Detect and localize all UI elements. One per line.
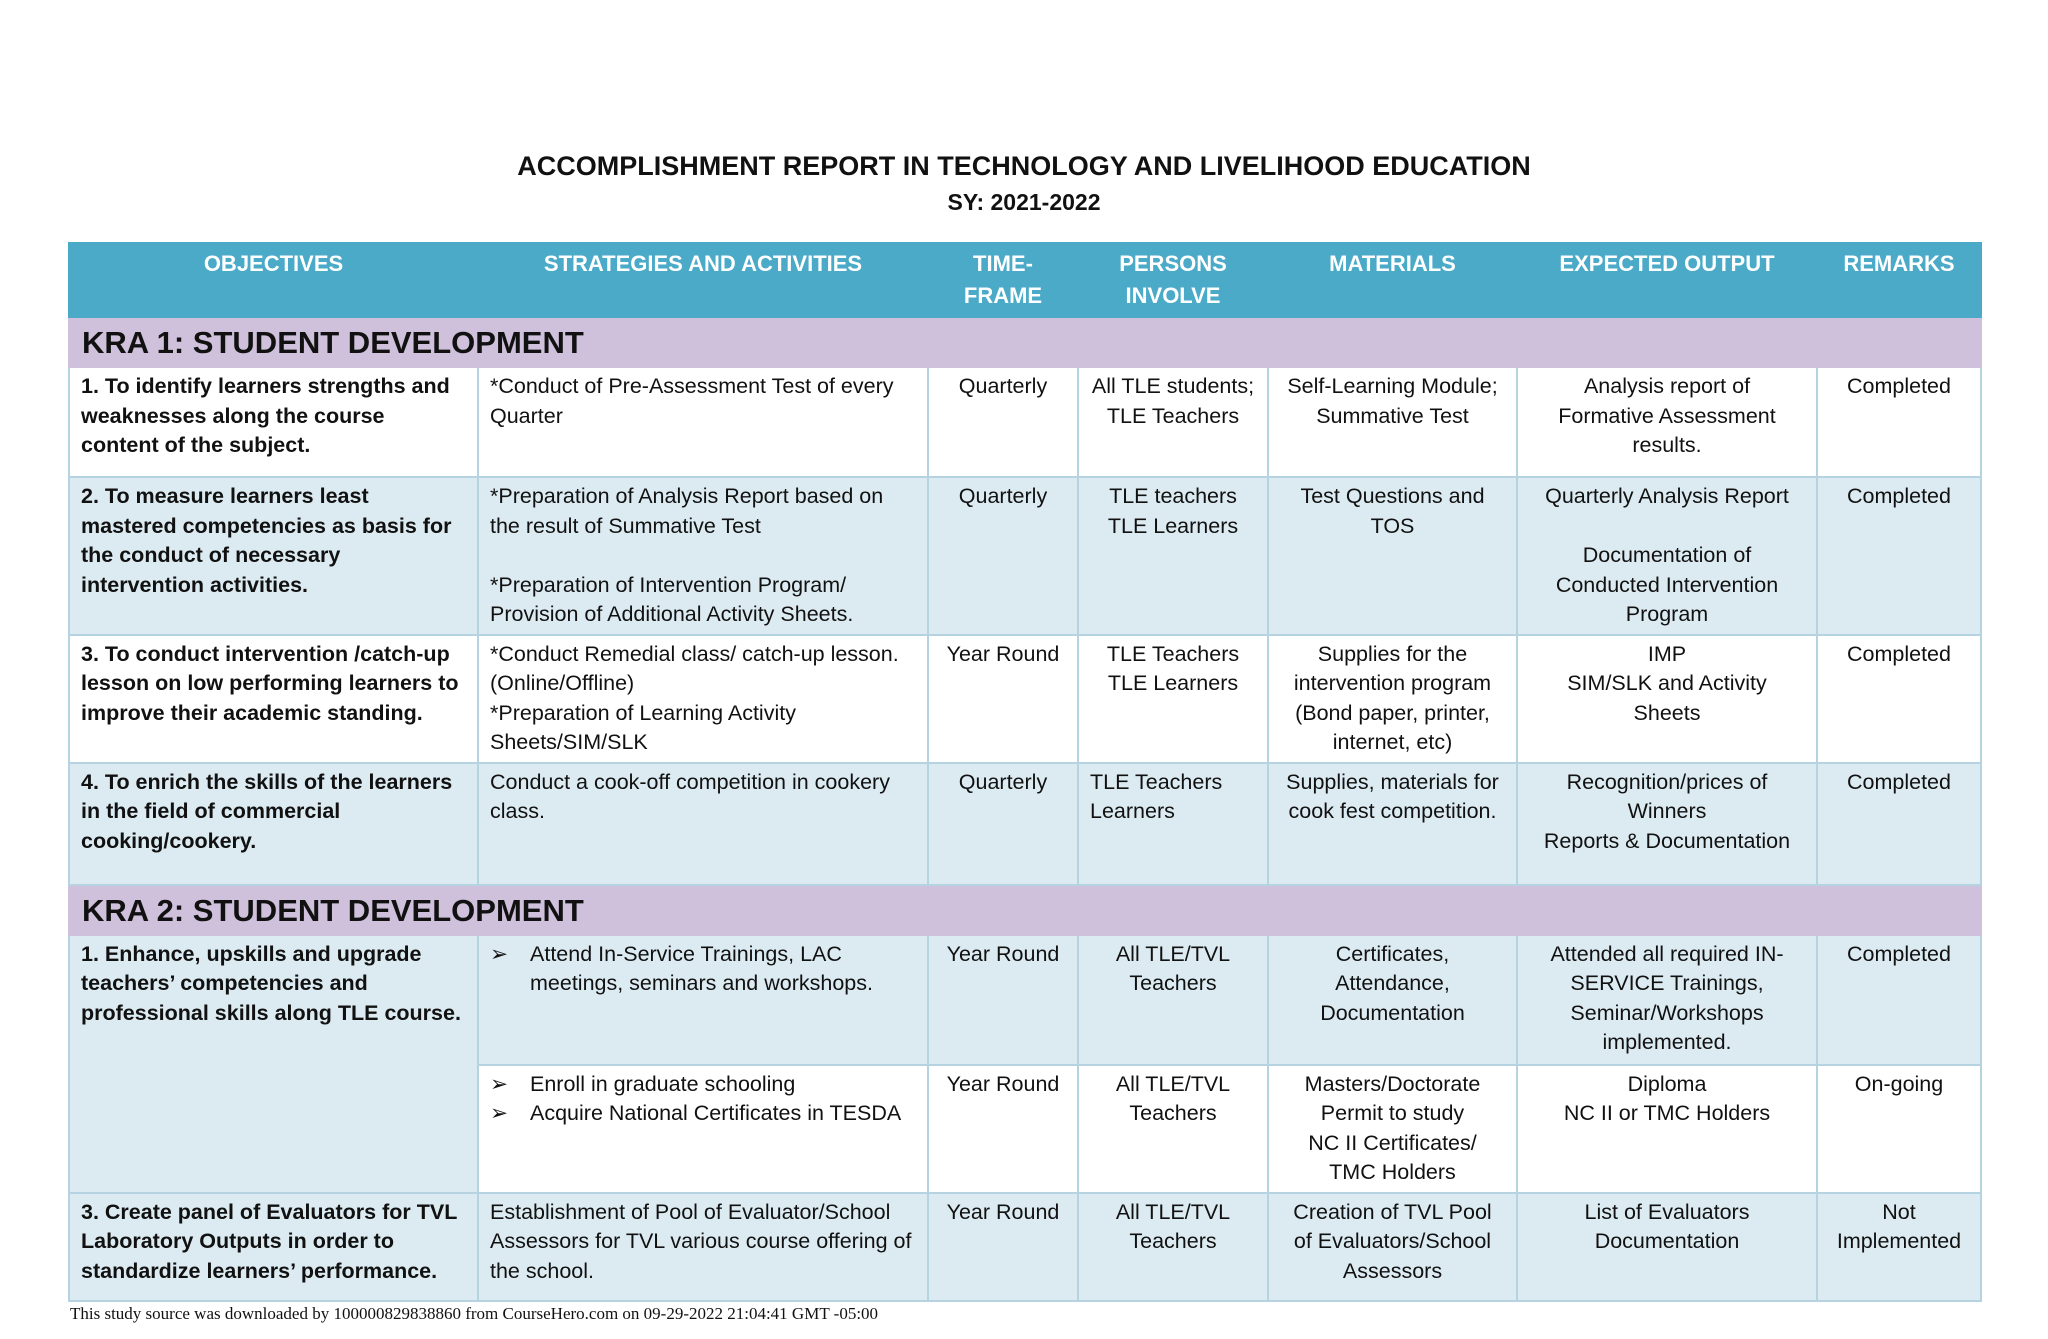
header-materials: MATERIALS	[1268, 243, 1517, 317]
table-row	[69, 763, 1981, 885]
output-cell: IMP SIM/SLK and Activity Sheets	[1517, 635, 1817, 763]
remarks-cell: On-going	[1817, 1065, 1981, 1193]
school-year: SY: 2021-2022	[947, 189, 1101, 215]
remarks-cell: Completed	[1817, 763, 1981, 885]
timeframe-cell: Year Round	[928, 1065, 1078, 1193]
accomplishment-table	[68, 242, 1982, 1302]
download-notice: This study source was downloaded by 100000829838860 from CourseHero.com on 09-29-2022 21:04:41 GMT -05:00	[70, 1304, 879, 1323]
strategy-list	[490, 1070, 916, 1129]
output-cell: List of Evaluators Documentation	[1517, 1193, 1817, 1301]
list-item	[490, 1099, 916, 1129]
materials-cell: Supplies, materials for cook fest competition.	[1268, 763, 1517, 885]
output-cell: Recognition/prices of Winners Reports & Documentation	[1517, 763, 1817, 885]
objective-cell: 3. Create panel of Evaluators for TVL Laboratory Outputs in order to standardize learners’ performance.	[69, 1193, 478, 1301]
arrow-bullet-icon: ➢	[490, 1101, 509, 1125]
header-objectives: OBJECTIVES	[69, 243, 478, 317]
persons-cell: TLE Teachers Learners	[1078, 763, 1268, 885]
materials-cell: Certificates, Attendance, Documentation	[1268, 935, 1517, 1065]
header-persons: PERSONS INVOLVE	[1078, 243, 1268, 317]
strategies-cell	[478, 935, 928, 1065]
list-item	[490, 1070, 916, 1100]
timeframe-cell: Quarterly	[928, 367, 1078, 477]
objective-cell: 1. Enhance, upskills and upgrade teachers’ competencies and professional skills along TLE course.	[69, 935, 478, 1193]
persons-cell: TLE Teachers TLE Learners	[1078, 635, 1268, 763]
table-row	[69, 1193, 1981, 1301]
timeframe-cell: Quarterly	[928, 477, 1078, 635]
header-timeframe: TIME- FRAME	[928, 243, 1078, 317]
strategies-cell: *Preparation of Analysis Report based on the result of Summative Test *Preparation of Intervention Program/ Provision of Additional Activity Sheets.	[478, 477, 928, 635]
persons-cell: All TLE/TVL Teachers	[1078, 1065, 1268, 1193]
materials-cell: Supplies for the intervention program (Bond paper, printer, internet, etc)	[1268, 635, 1517, 763]
materials-cell: Test Questions and TOS	[1268, 477, 1517, 635]
remarks-cell: Completed	[1817, 935, 1981, 1065]
kra1-title: KRA 1: STUDENT DEVELOPMENT	[69, 317, 1981, 367]
kra2-header-row	[69, 885, 1981, 935]
arrow-bullet-icon: ➢	[490, 941, 509, 966]
table-row	[69, 367, 1981, 477]
materials-cell: Self-Learning Module; Summative Test	[1268, 367, 1517, 477]
remarks-cell: Completed	[1817, 367, 1981, 477]
table-row	[69, 477, 1981, 635]
output-cell: Analysis report of Formative Assessment results.	[1517, 367, 1817, 477]
remarks-cell: Completed	[1817, 635, 1981, 763]
objective-cell: 3. To conduct intervention /catch-up lesson on low performing learners to improve their academic standing.	[69, 635, 478, 763]
output-cell: Quarterly Analysis Report Documentation of Conducted Intervention Program	[1517, 477, 1817, 635]
arrow-bullet-icon: ➢	[490, 1071, 509, 1096]
strategies-cell: Conduct a cook-off competition in cookery class.	[478, 763, 928, 885]
table-row	[69, 635, 1981, 763]
report-title: ACCOMPLISHMENT REPORT IN TECHNOLOGY AND LIVELIHOOD EDUCATION	[517, 151, 1531, 181]
timeframe-cell: Year Round	[928, 935, 1078, 1065]
persons-cell: TLE teachers TLE Learners	[1078, 477, 1268, 635]
persons-cell: All TLE/TVL Teachers	[1078, 935, 1268, 1065]
objective-cell: 1. To identify learners strengths and weaknesses along the course content of the subject.	[69, 367, 478, 477]
timeframe-cell: Quarterly	[928, 763, 1078, 885]
header-strategies: STRATEGIES AND ACTIVITIES	[478, 243, 928, 317]
timeframe-cell: Year Round	[928, 1193, 1078, 1301]
remarks-cell: Completed	[1817, 477, 1981, 635]
kra1-header-row	[69, 317, 1981, 367]
list-item-text: Enroll in graduate schooling	[530, 1071, 796, 1096]
header-remarks: REMARKS	[1817, 243, 1981, 317]
table-row	[69, 935, 1981, 1065]
remarks-cell: Not Implemented	[1817, 1193, 1981, 1301]
output-cell: Attended all required IN- SERVICE Trainings, Seminar/Workshops implemented.	[1517, 935, 1817, 1065]
header-output: EXPECTED OUTPUT	[1517, 243, 1817, 317]
strategy-list	[490, 940, 916, 999]
list-item-text: Acquire National Certificates in TESDA	[530, 1101, 902, 1125]
materials-cell: Creation of TVL Pool of Evaluators/School Assessors	[1268, 1193, 1517, 1301]
list-item-text: Attend In-Service Trainings, LAC meetings, seminars and workshops.	[530, 941, 873, 995]
objective-cell: 4. To enrich the skills of the learners in the field of commercial cooking/cookery.	[69, 763, 478, 885]
objective-cell: 2. To measure learners least mastered competencies as basis for the conduct of necessary intervention activities.	[69, 477, 478, 635]
strategies-cell: *Conduct Remedial class/ catch-up lesson. (Online/Offline) *Preparation of Learning Activity Sheets/SIM/SLK	[478, 635, 928, 763]
list-item	[490, 940, 916, 999]
persons-cell: All TLE/TVL Teachers	[1078, 1193, 1268, 1301]
strategies-cell	[478, 1065, 928, 1193]
timeframe-cell: Year Round	[928, 635, 1078, 763]
strategies-cell: Establishment of Pool of Evaluator/School Assessors for TVL various course offering of the school.	[478, 1193, 928, 1301]
strategies-cell: *Conduct of Pre-Assessment Test of every Quarter	[478, 367, 928, 477]
materials-cell: Masters/Doctorate Permit to study NC II Certificates/ TMC Holders	[1268, 1065, 1517, 1193]
kra2-title: KRA 2: STUDENT DEVELOPMENT	[69, 885, 1981, 935]
persons-cell: All TLE students; TLE Teachers	[1078, 367, 1268, 477]
header-row	[69, 243, 1981, 317]
output-cell: Diploma NC II or TMC Holders	[1517, 1065, 1817, 1193]
